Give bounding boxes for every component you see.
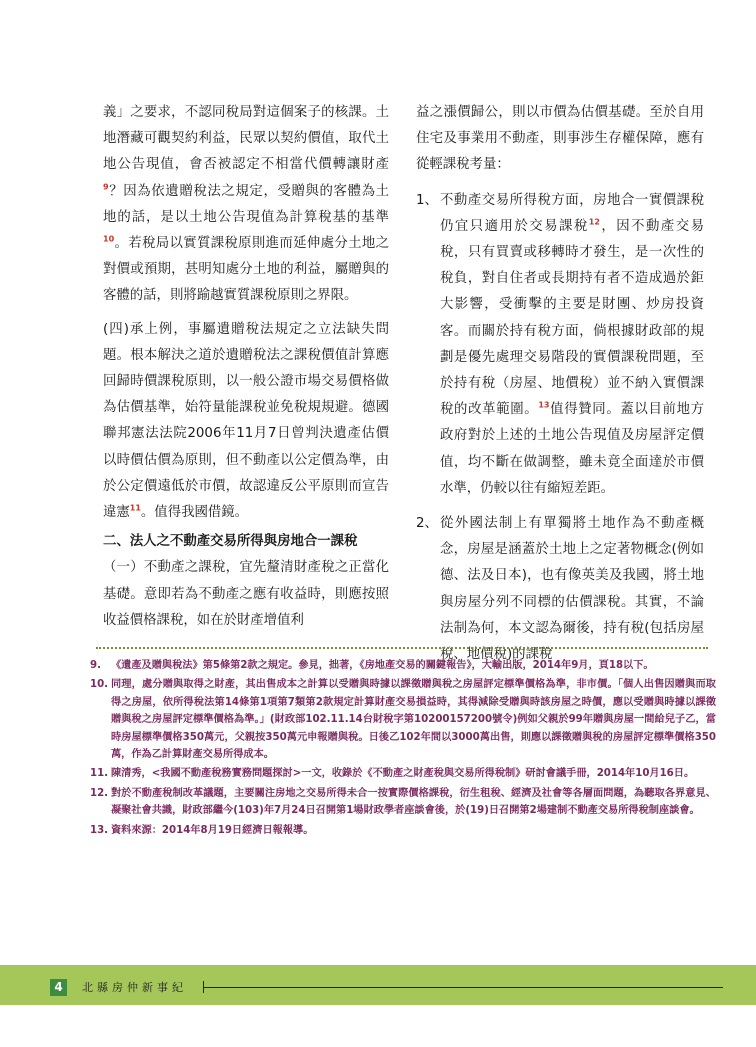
footnote-number: 10.: [90, 679, 109, 691]
text-run: (四)承上例，事屬遺贈稅法規定之立法缺失問題。根本解決之道於遺贈稅法之課稅價值計算應回歸時價課稅原則，以一般公證市場交易價格做為估價基準，始符量能課稅並免稅規規避。德國聯邦憲法法院2006年11月7日曾判決遺產估價以時價估價為原則，但不動產以公定價為準，由於公定價遠低於市價，故認違反公平原則而宣告違憲: [103, 321, 389, 521]
footnote-ref-9[interactable]: 9: [103, 182, 109, 192]
list-item-2: [416, 511, 704, 668]
footnote-text: 《遺產及贈與稅法》第5條第2款之規定。參見，拙著，《房地產交易的關鍵報告》，大輸出版，2014年9月，頁18以下。: [111, 660, 654, 671]
page-number: 4: [50, 979, 67, 996]
footnote-text: 同理，處分贈與取得之財產，其出售成本之計算以受贈與時據以課徵贈與稅之房屋評定標準價格為準，非市價。「個人出售因贈與而取得之房屋，依所得稅法第14條第1項第7類第2款規定計算財產交易損益時，其得減除受贈與時該房屋之時價，應以受贈與時據以課徵贈與稅之房屋評定標準價格為準。」(財政部102.11.14台財稅字第10200157200號令)例如父親於99年贈與房屋一間給兒子乙，當時房屋標準價格350萬元，父親按350萬元申報贈與稅。日後乙102年間以3000萬出售，則應以課徵贈與稅的房屋評定標準價格350萬，作為乙計算財產交易所得成本。: [111, 679, 716, 761]
footnote-text: 資料來源：2014年8月19日經濟日報報導。: [111, 824, 314, 836]
footnote-text: 對於不動產稅制改革議題，主要關注房地之交易所得未合一按實際價格課稅，衍生租稅、經濟及社會等各層面問題，為聽取各界意見、凝聚社會共識，財政部繼今(103)年7月24日召開第1場財政學者座談會後，於(19)日召開第2場建制不動產交易所得稅制座談會。: [111, 787, 716, 817]
footnote-text: 陳清秀，<我國不動產稅務實務問題探討>一文，收錄於《不動產之財產稅與交易所得稅制》研討會議手冊，2014年10月16日。: [111, 768, 695, 780]
text-run: 不動產交易所得稅方面，房地合一實價課稅仍宜只適用於交易課稅: [440, 192, 704, 234]
footnote-ref-12[interactable]: 12: [588, 217, 600, 227]
footnote-12: [90, 785, 716, 820]
text-run: ，因不動產交易稅，只有買賣或移轉時才發生，是一次性的稅負，對自住者或長期持有者不造成過於鉅大影響，受衝擊的主要是財團、炒房投資客。而關於持有稅方面，倘根據財政部的規劃是優先處理交易階段的實價課稅問題，至於持有稅（房屋、地價稅）並不納入實價課稅的改革範圍。: [440, 218, 705, 418]
magazine-title: 北縣房仲新事紀: [82, 981, 187, 994]
text-run: 義」之要求，不認同稅局對這個案子的核課。土地潛藏可觀契約利益，民眾以契約價值，取代土地公告現值，會否被認定不相當代價轉讓財產: [103, 105, 389, 173]
right-column: [416, 100, 704, 668]
footnote-divider: [96, 647, 708, 649]
footnotes: [90, 657, 716, 841]
footnote-9: [90, 657, 716, 674]
footnote-number: 13.: [90, 824, 109, 836]
text-run: 值得贊同。蓋以目前地方政府對於上述的土地公告現值及房屋評定價值，均不斷在做調整，雖未竟全面達於市價水準，仍較以往有縮短差距。: [440, 402, 705, 496]
footnote-10: [90, 676, 716, 763]
left-paragraph-1: [103, 100, 389, 310]
text-run: 。若稅局以實質課稅原則進而延伸處分土地之對價或預期，甚明知處分土地的利益，屬贈與的客體的話，則將踰越實質課稅原則之界限。: [103, 236, 389, 304]
footnote-ref-11[interactable]: 11: [129, 503, 141, 513]
left-paragraph-3: （一）不動產之課稅，宜先釐清財產稅之正當化基礎。意即若為不動產之應有收益時，則應按照收益價格課稅，如在於財產增值利: [103, 560, 389, 628]
right-paragraph-1: 益之漲價歸公，則以市價為估價基礎。至於自用住宅及事業用不動產，則事涉生存權保障，應有從輕課稅考量：: [416, 105, 704, 173]
footnote-13: [90, 822, 716, 839]
footnote-11: [90, 765, 716, 782]
left-column: [103, 100, 389, 634]
section-heading: 二、法人之不動產交易所得與房地合一課稅: [103, 534, 358, 550]
text-run: ？因為依遺贈稅法之規定，受贈與的客體為土地的話，是以土地公告現值為計算稅基的基準: [103, 183, 389, 225]
left-paragraph-2: [103, 317, 389, 527]
list-number: 2、: [416, 516, 438, 532]
text-run: 。值得我國借鏡。: [140, 505, 249, 521]
footnote-ref-10[interactable]: 10: [103, 234, 115, 244]
list-number: 1、: [416, 192, 438, 208]
list-item-1: [416, 188, 704, 502]
footnote-number: 9.: [90, 660, 101, 671]
footnote-ref-13[interactable]: 13: [538, 400, 550, 410]
footnote-number: 12.: [90, 787, 109, 799]
footnote-number: 11.: [90, 768, 109, 780]
text-run: 從外國法制上有單獨將土地作為不動產概念，房屋是涵蓋於土地上之定著物概念(例如德、法及日本)，也有像英美及我國，將土地與房屋分列不同標的估價課稅。其實，不論法制為何，本文認為爾後，持有稅(包括房屋稅、地價稅)的課稅: [440, 516, 704, 663]
footer-rule: [203, 987, 723, 988]
